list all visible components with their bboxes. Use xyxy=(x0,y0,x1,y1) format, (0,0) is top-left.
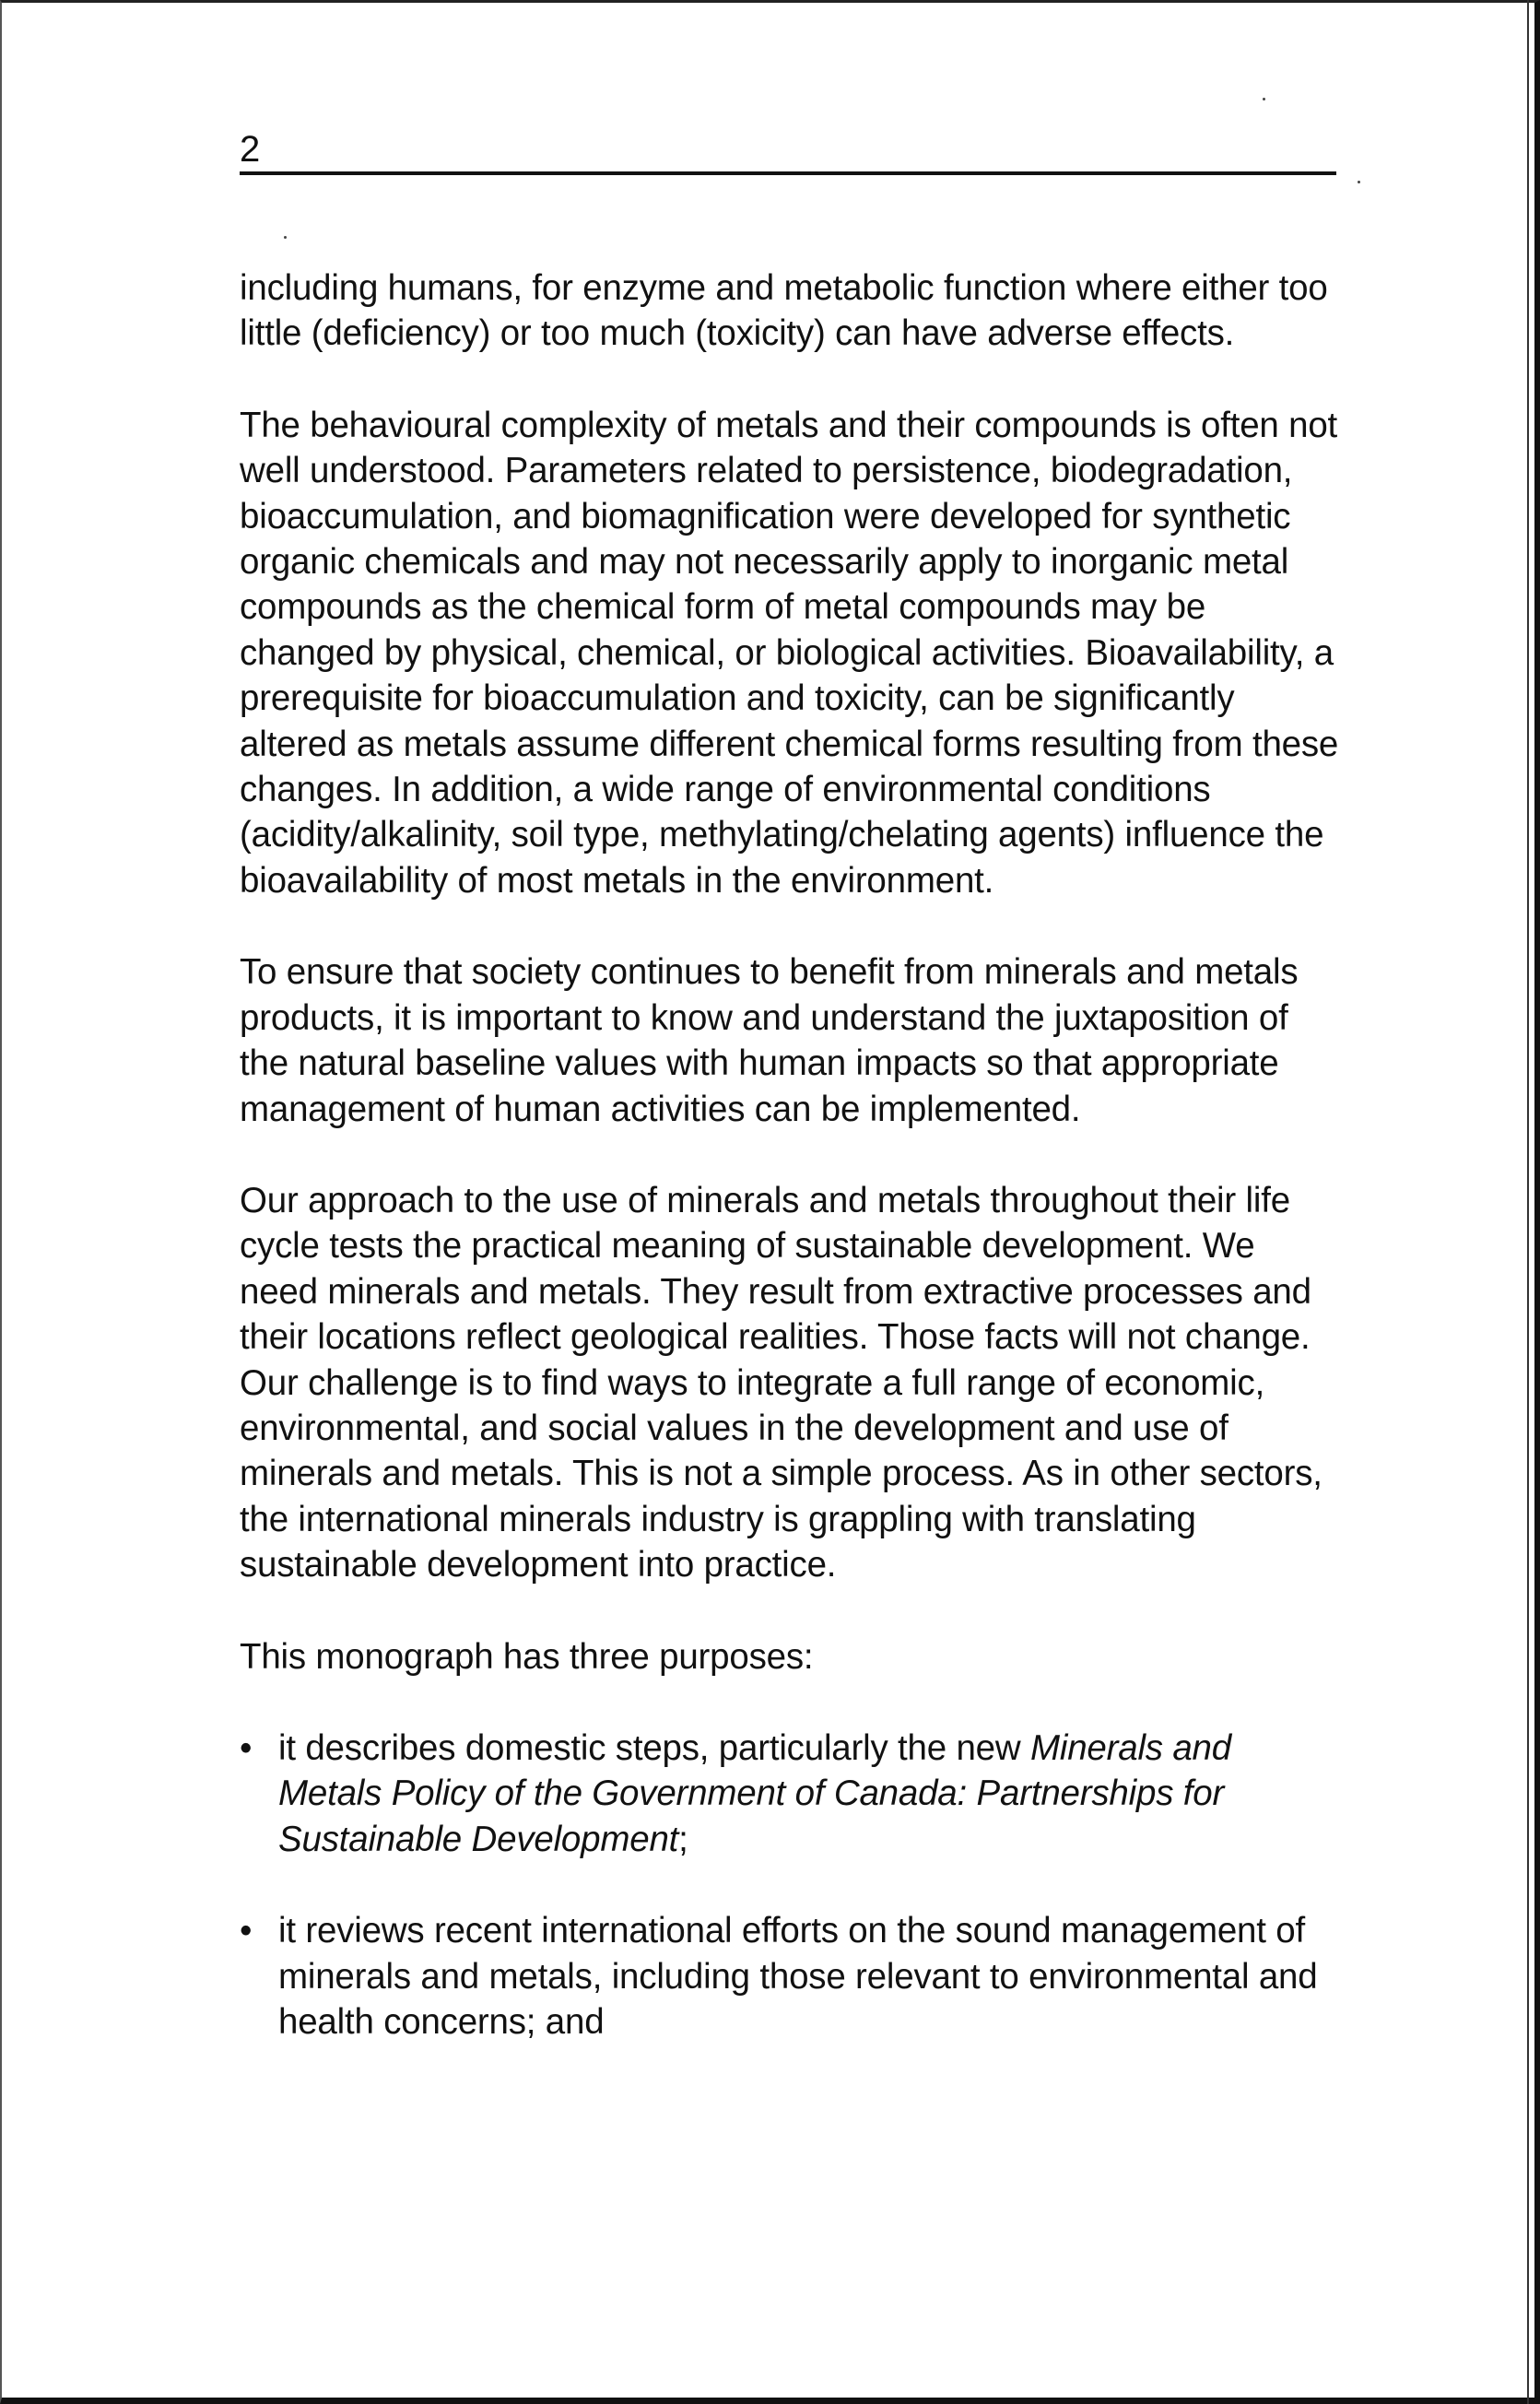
page-number: 2 xyxy=(240,129,261,170)
header-rule xyxy=(240,171,1336,175)
scan-speck xyxy=(284,236,287,239)
paragraph-continuation: including humans, for enzyme and metabolic function where either too little (deficiency) or too much (toxicity) can have adverse effects. xyxy=(240,268,1328,354)
scan-edge-line xyxy=(1527,0,1529,2404)
list-item-suffix: ; xyxy=(678,1819,688,1859)
running-header xyxy=(240,129,1336,175)
paragraph-behavioural-complexity: The behavioural complexity of metals and their compounds is often not well understood. Parameters related to persistence, biodegradation, bioaccumulation, and biomagnification were developed for synthetic organic chemicals and may not necessarily apply to inorganic metal compounds as the chemical form of metal compounds may be changed by physical, chemical, or biological activities. Bioavailability, a prerequisite for bioaccumulation and toxicity, can be significantly altered as metals assume different chemical forms resulting from these changes. In addition, a wide range of environmental conditions (acidity/alkalinity, soil type, methylating/chelating agents) influence the bioavailability of most metals in the environment. xyxy=(240,405,1339,901)
bullet-icon: • xyxy=(240,1727,253,1768)
policy-title: Minerals and Metals Policy of the Government of Canada: Partnerships for Sustainable Development xyxy=(278,1727,1231,1859)
paragraph-purposes-intro: This monograph has three purposes: xyxy=(240,1636,814,1677)
paragraph-society-benefit: To ensure that society continues to benefit from minerals and metals products, it is important to know and understand the juxtaposition of the natural baseline values with human impacts so that appropriate management of human activities can be implemented. xyxy=(240,952,1299,1129)
list-item xyxy=(240,1726,1341,1862)
list-item xyxy=(240,1908,1341,2045)
list-item-text: it describes domestic steps, particularly the new xyxy=(278,1727,1030,1768)
list-item-text: it reviews recent international efforts on the sound management of minerals and metals, including those relevant to environmental and health concerns; and xyxy=(278,1911,1318,2042)
paragraph-our-approach: Our approach to the use of minerals and metals throughout their life cycle tests the practical meaning of sustainable development. We need minerals and metals. They result from extractive processes and their locations reflect geological realities. Those facts will not change. Our challenge is to find ways to integrate a full range of economic, environmental, and social values in the development and use of minerals and metals. This is not a simple process. As in other sectors, the international minerals industry is grappling with translating sustainable development into practice. xyxy=(240,1180,1323,1585)
scan-speck xyxy=(1263,98,1265,100)
bullet-icon: • xyxy=(240,1911,253,1951)
purposes-list xyxy=(240,1726,1341,2045)
scan-speck xyxy=(1358,181,1360,183)
body-text xyxy=(240,265,1341,2091)
